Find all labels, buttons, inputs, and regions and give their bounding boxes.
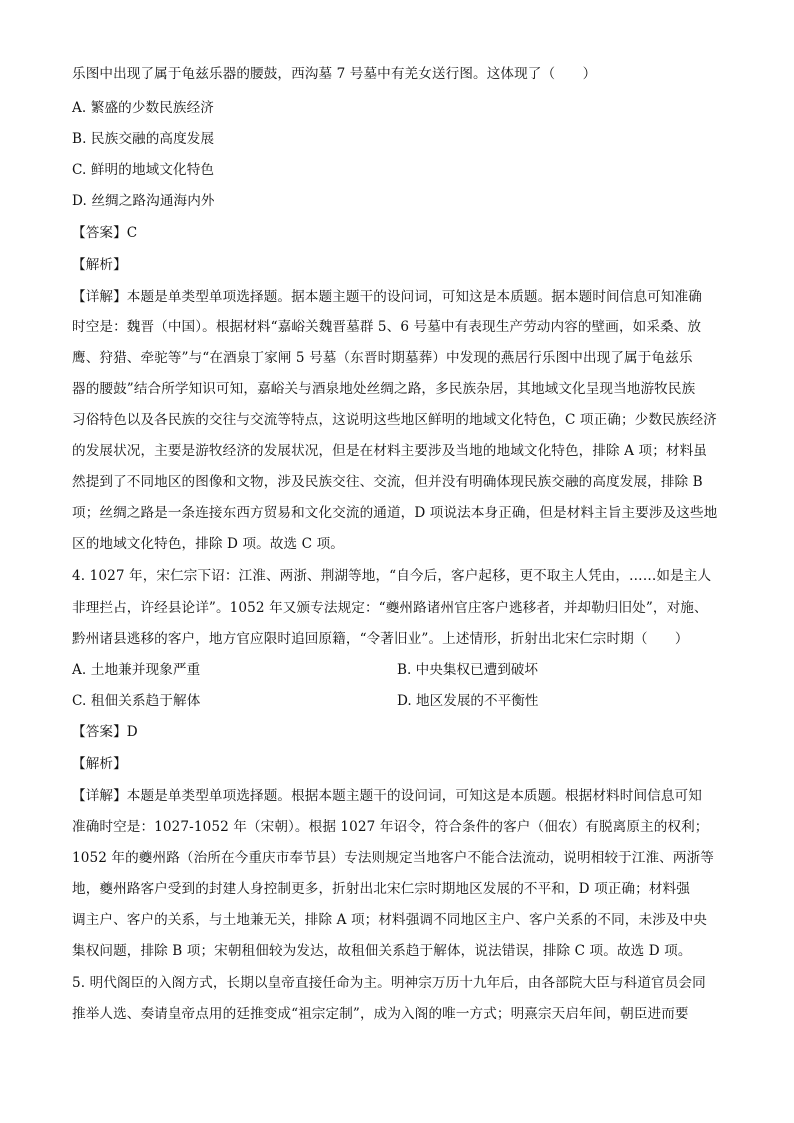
q4-option-d: D. 地区发展的不平衡性 — [397, 693, 539, 709]
question-5-stem-line: 推举人选、奏请皇帝点用的廷推变成“祖宗定制”，成为入阁的唯一方式；明熹宗天启年间，朝臣进而要 — [72, 1006, 689, 1022]
q3-detail-line: 时空是：魏晋（中国）。根据材料“嘉峪关魏晋墓群 5、6 号墓中有表现生产劳动内容的壁画，如采桑、放 — [72, 319, 702, 335]
q3-detail-line: 习俗特色以及各民族的交往与交流等特点，这说明这些地区鲜明的地域文化特色，C 项正确；少数民族经济 — [72, 412, 717, 428]
q3-detail-line: 【详解】本题是单类型单项选择题。据本题主题干的设问词，可知这是本质题。据本题时间信息可知准确 — [72, 289, 702, 305]
question-3-stem: 乐图中出现了属于龟兹乐器的腰鼓，西沟墓 7 号墓中有羌女送行图。这体现了（ ） — [72, 66, 597, 82]
question-4-stem-line: 非理拦占，许经县论详”。1052 年又颁专法规定：“夔州路诸州官庄客户逃移者，并却勒归旧处”，对施、 — [72, 600, 708, 616]
q3-detail-line: 项；丝绸之路是一条连接东西方贸易和文化交流的通道，D 项说法本身正确，但是材料主旨主要涉及这些地 — [72, 505, 718, 521]
q3-detail-line: 然提到了不同地区的图像和文物，涉及民族交往、交流，但并没有明确体现民族交融的高度发展，排除 B — [72, 474, 703, 490]
q4-detail-line: 集权问题，排除 B 项；宋朝租佃较为发达，故租佃关系趋于解体，说法错误，排除 C 项。故选 D 项。 — [72, 943, 692, 959]
q3-detail-line: 的发展状况，主要是游牧经济的发展状况，但是在材料主要涉及当地的地域文化特色，排除 A 项；材料虽 — [72, 443, 707, 459]
q3-option-c: C. 鲜明的地域文化特色 — [72, 162, 215, 178]
q3-analysis-label: 【解析】 — [72, 257, 127, 273]
q4-detail-line: 地，夔州路客户受到的封建人身控制更多，折射出北宋仁宗时期地区发展的不平和，D 项正确；材料强 — [72, 881, 690, 897]
q4-answer: 【答案】D — [72, 724, 138, 740]
q3-option-d: D. 丝绸之路沟通海内外 — [72, 193, 215, 209]
q4-detail-line: 准确时空是：1027-1052 年（宋朝）。根据 1027 年诏令，符合条件的客户（佃农）有脱离原主的权利； — [72, 819, 709, 835]
question-5-stem-line: 5. 明代阁臣的入阁方式，长期以皇帝直接任命为主。明神宗万历十九年后，由各部院大臣与科道官员会同 — [72, 975, 706, 991]
q3-option-a: A. 繁盛的少数民族经济 — [72, 100, 215, 116]
q4-detail-line: 1052 年的夔州路（治所在今重庆市奉节县）专法则规定当地客户不能合法流动，说明相较于江淮、两浙等 — [72, 850, 714, 866]
q3-detail-line: 区的地域文化特色，排除 D 项。故选 C 项。 — [72, 536, 344, 552]
q3-option-b: B. 民族交融的高度发展 — [72, 131, 215, 147]
q4-detail-line: 调主户、客户的关系，与土地兼无关，排除 A 项；材料强调不同地区主户、客户关系的不同，未涉及中央 — [72, 912, 707, 928]
q4-detail-line: 【详解】本题是单类型单项选择题。根据本题主题干的设问词，可知这是本质题。根据材料时间信息可知 — [72, 788, 702, 804]
q4-option-a: A. 土地兼并现象严重 — [72, 662, 201, 678]
q3-detail-line: 鹰、狩猎、牵驼等”与“在酒泉丁家闸 5 号墓（东晋时期墓葬）中发现的燕居行乐图中出现了属于龟兹乐 — [72, 350, 693, 366]
q4-option-b: B. 中央集权已遭到破坏 — [397, 662, 538, 678]
q3-answer: 【答案】C — [72, 225, 138, 241]
q4-option-c: C. 租佃关系趋于解体 — [72, 693, 201, 709]
question-4-stem-line: 4. 1027 年，宋仁宗下诏：江淮、两浙、荆湖等地，“自今后，客户起移，更不取主人凭由，……如是主人 — [72, 568, 712, 584]
q4-analysis-label: 【解析】 — [72, 756, 127, 772]
q3-detail-line: 器的腰鼓”结合所学知识可知，嘉峪关与酒泉地处丝绸之路，多民族杂居，其地域文化呈现当地游牧民族 — [72, 381, 696, 397]
question-4-stem-line: 黔州诸县逃移的客户，地方官应限时追回原籍，“令著旧业”。上述情形，折射出北宋仁宗时期（ ） — [72, 631, 689, 647]
